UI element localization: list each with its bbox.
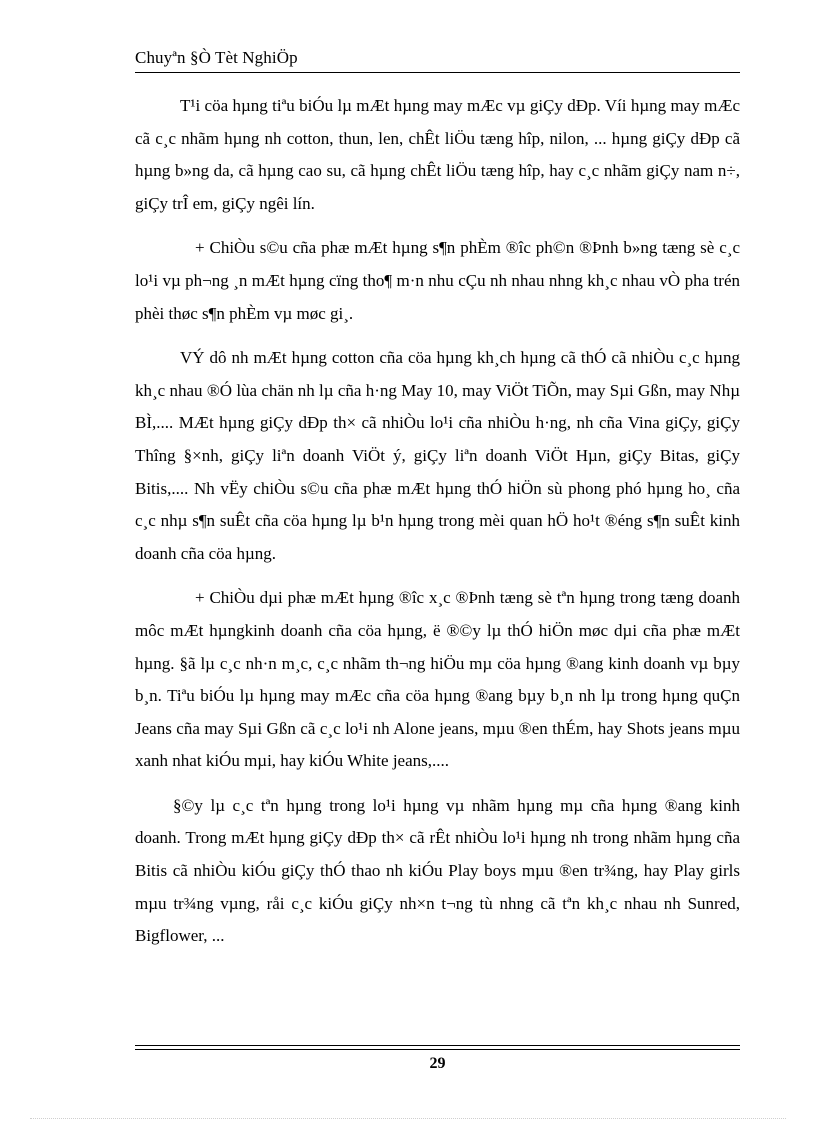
paragraph-4: + ChiÒu dµi phæ mÆt hµng ®îc x¸c ®Þnh tæng sè tªn hµng trong tæng doanh môc mÆt hµngkinh doanh cña cöa hµng, ë ®©y lµ thÓ hiÖn møc dµi cña phæ mÆt hµng. §ã lµ c¸c nh·n m¸c, c¸c nhãm th¬ng hiÖu mµ cöa hµng ®ang kinh doanh vµ bµy b¸n. Tiªu biÓu lµ hµng may mÆc cña cöa hµng ®ang bµy b¸n nh lµ trong hµng quÇn Jeans cña may Sµi Gßn cã c¸c lo¹i nh Alone jeans, mµu ®en thÉm, hay Shots jeans mµu xanh nhat kiÓu mµi, hay kiÓu White jeans,....	[135, 588, 740, 771]
paragraph-5: §©y lµ c¸c tªn hµng trong lo¹i hµng vµ nhãm hµng mµ cña hµng ®ang kinh doanh. Trong mÆt hµng giÇy dÐp th× cã rÊt nhiÒu lo¹i hµng nh trong nhãm hµng cña Bitis cã nhiÒu kiÓu giÇy thÓ thao nh kiÓu Play boys mµu ®en tr¾ng, hay Play girls mµu tr¾ng vµng, råi c¸c kiÓu giÇy nh×n t¬ng tù nhng cã tªn kh¸c nhau nh Sunred, Bigflower, ...	[135, 795, 740, 946]
footer-divider	[135, 1045, 740, 1050]
paragraph-1: T¹i cöa hµng tiªu biÓu lµ mÆt hµng may mÆc vµ giÇy dÐp. Víi hµng may mÆc cã c¸c nhãm hµng nh cotton, thun, len, chÊt liÖu tæng hîp, nilon, ... hµng giÇy dÐp cã hµng b»ng da, cã hµng cao su, cã hµng chÊt liÖu tæng hîp, hay c¸c nhãm giÇy nam n÷, giÇy trÎ em, giÇy ngêi lín.	[135, 96, 740, 213]
page-footer	[135, 1045, 740, 1074]
paragraph-2: + ChiÒu s©u cña phæ mÆt hµng s¶n phÈm ®îc ph©n ®Þnh b»ng tæng sè c¸c lo¹i vµ ph¬ng ¸n mÆt hµng cïng tho¶ m·n nhu cÇu nh nhau nhng kh¸c nhau vÒ pha trén phèi thøc s¶n phÈm vµ møc gi¸.	[135, 238, 740, 323]
page-number: 29	[429, 1055, 446, 1072]
page-edge	[30, 1118, 786, 1119]
page-header	[135, 48, 740, 73]
paragraph-3: VÝ dô nh mÆt hµng cotton cña cöa hµng kh¸ch hµng cã thÓ cã nhiÒu c¸c hµng kh¸c nhau ®Ó lùa chän nh lµ cña h·ng May 10, may ViÖt TiÕn, may Sµi Gßn, may Nhµ BÌ,.... MÆt hµng giÇy dÐp th× cã nhiÒu lo¹i cña nhiÒu h·ng, nh cña Vina giÇy, giÇy Thîng §×nh, giÇy liªn doanh ViÖt ý, giÇy liªn doanh ViÖt Hµn, giÇy Bitas, giÇy Bitis,.... Nh vËy chiÒu s©u cña phæ mÆt hµng thÓ hiÖn sù phong phó hµng ho¸ cña c¸c nhµ s¶n suÊt cña cöa hµng lµ b¹n hµng trong mèi quan hÖ ho¹t ®éng s¶n suÊt kinh doanh cña cöa hµng.	[135, 348, 740, 563]
document-title: Chuyªn §Ò Tèt NghiÖp	[135, 48, 298, 67]
document-body	[135, 90, 740, 965]
header-divider	[135, 72, 740, 73]
